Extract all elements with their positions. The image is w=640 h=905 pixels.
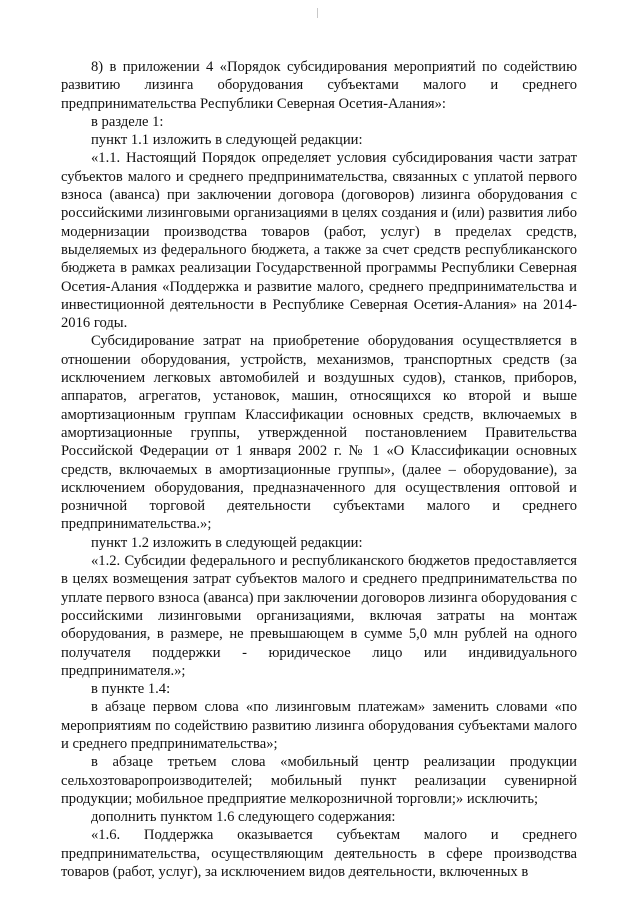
paragraph-point-1-1-text: «1.1. Настоящий Порядок определяет условия субсидирования части затрат субъектов малого и среднего предпринимательства, связанных с уплатой первого взноса (аванса) при заключении договора (договоров) лизинга оборудования с российскими лизинговыми организациями в целях создания и (или) развития либо модернизации производства товаров (работ, услуг) в пределах средств, выделяемых из федерального бюджета, а также за счет средств республиканского бюджета в рамках реализации Государственной программы Республики Северная Осетия-Алания «Поддержка и развитие малого, среднего предпринимательства и инвестиционной деятельности в Республике Северная Осетия-Алания» на 2014-2016 годы. [61, 150, 577, 332]
paragraph-point-1-2-text: «1.2. Субсидии федерального и республиканского бюджетов предоставляется в целях возмещения затрат субъектов малого и среднего предпринимательства по уплате первого взноса (аванса) при заключении договоров лизинга оборудования с российскими лизинговыми организациями, включая затраты на монтаж оборудования, в размере, не превышающем в сумме 5,0 млн рублей на одного получателя поддержки - юридическое лицо или индивидуального предпринимателя.»; [61, 553, 577, 679]
paragraph-point-1-6-intro: дополнить пунктом 1.6 следующего содержания: [91, 809, 396, 826]
document-body [61, 58, 577, 881]
paragraph-first-clause: в абзаце первом слова «по лизинговым платежам» заменить словами «по мероприятиям по содействию развитию лизинга оборудования субъектами малого и среднего предпринимательства»; [61, 699, 577, 752]
paragraph-third-clause: в абзаце третьем слова «мобильный центр реализации продукции сельхозтоваропроизводителей; мобильный пункт реализации сувенирной продукции; мобильное предприятие мелкорозничной торговли;» исключить; [61, 754, 577, 807]
scan-mark [317, 8, 318, 18]
paragraph-point-1-6-text: «1.6. Поддержка оказывается субъектам малого и среднего предпринимательства, осуществляющим деятельность в сфере производства товаров (работ, услуг), за исключением видов деятельности, включенных в [61, 827, 577, 881]
paragraph-equipment-subsidy: Субсидирование затрат на приобретение оборудования осуществляется в отношении оборудования, устройств, механизмов, транспортных средств (за исключением легковых автомобилей и воздушных судов), станков, приборов, аппаратов, агрегатов, установок, машин, относящихся ко второй и выше амортизационным группам Классификации основных средств, включаемых в амортизационные группы, утвержденной постановлением Правительства Российской Федерации от 1 января 2002 г. № 1 «О Классификации основных средств, включаемых в амортизационные группы», (далее – оборудование), за исключением оборудования, предназначенного для осуществления оптовой и розничной торговой деятельности субъектами малого и среднего предпринимательства.»; [61, 333, 577, 533]
paragraph-item-8-heading: 8) в приложении 4 «Порядок субсидирования мероприятий по содействию развитию лизинга оборудования субъектами малого и среднего предпринимательства Республики Северная Осетия-Алания»: [61, 59, 577, 112]
paragraph-point-1-2-intro: пункт 1.2 изложить в следующей редакции: [91, 534, 363, 551]
paragraph-point-1-4: в пункте 1.4: [91, 681, 171, 698]
paragraph-section-1: в разделе 1: [91, 113, 164, 130]
paragraph-point-1-1-intro: пункт 1.1 изложить в следующей редакции: [91, 132, 363, 149]
